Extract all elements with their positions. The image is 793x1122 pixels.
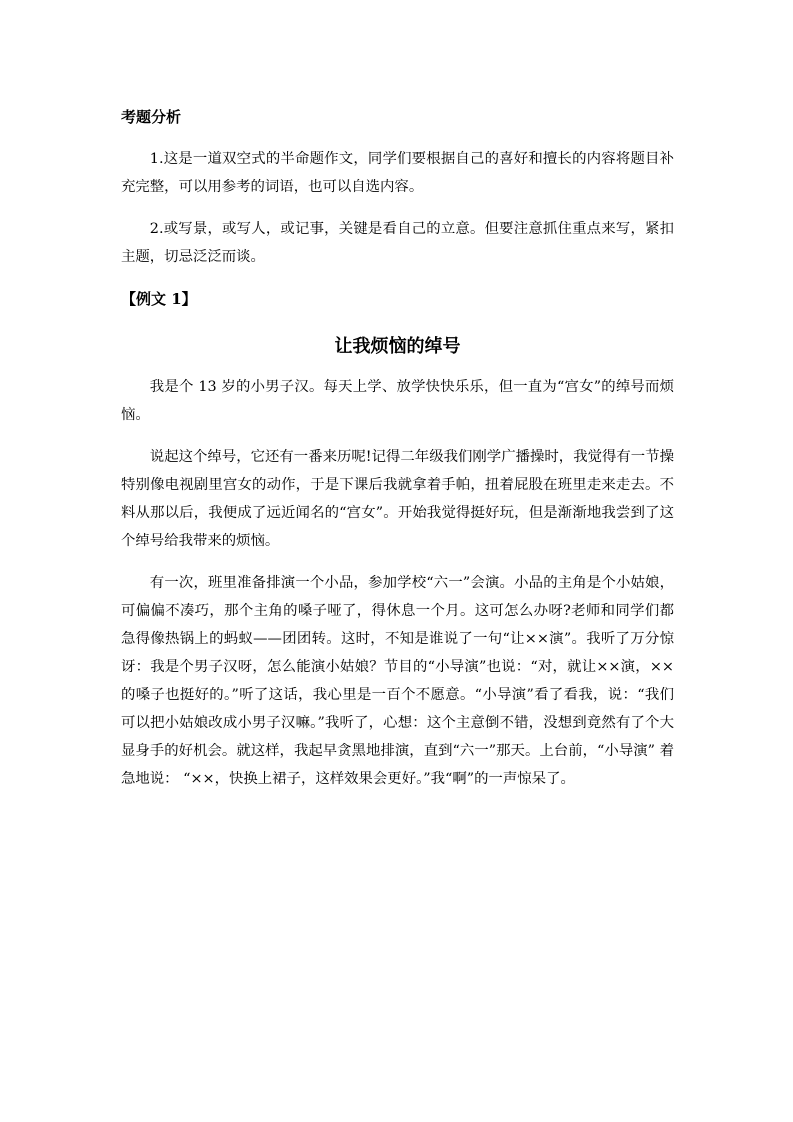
example-label: 【例文 1】 xyxy=(121,290,197,308)
analysis-heading: 考题分析 xyxy=(121,108,182,126)
essay-title: 让我烦恼的绰号 xyxy=(334,336,461,357)
document-content xyxy=(121,103,674,793)
essay-paragraph-3: 有一次，班里准备排演一个小品，参加学校“六一”会演。小品的主角是个小姑娘，可偏偏不凑巧，那个主角的嗓子哑了，得休息一个月。这可怎么办呀?老师和同学们都急得像热锅上的蚂蚁——团团转。这时，不知是谁说了一句“让××演”。我听了万分惊讶：我是个男子汉呀，怎么能演小姑娘？节目的“小导演”也说：“对，就让××演，××的嗓子也挺好的。”听了这话，我心里是一百个不愿意。“小导演”看了看我，说：“我们可以把小姑娘改成小男子汉嘛。”我听了，心想：这个主意倒不错，没想到竟然有了个大显身手的好机会。就这样，我起早贪黑地排演，直到“六一”那天。上台前，“小导演” 着急地说： “××，快换上裙子，这样效果会更好。”我“啊”的一声惊呆了。 xyxy=(121,575,674,787)
essay-paragraph-1: 我是个 13 岁的小男子汉。每天上学、放学快快乐乐，但一直为“宫女”的绰号而烦恼。 xyxy=(121,379,674,423)
essay-paragraph-2: 说起这个绰号，它还有一番来历呢!记得二年级我们刚学广播操时，我觉得有一节操特别像电视剧里宫女的动作，于是下课后我就拿着手帕，扭着屁股在班里走来走去。不料从那以后，我便成了远近闻名的“宫女”。开始我觉得挺好玩，但是渐渐地我尝到了这个绰号给我带来的烦恼。 xyxy=(121,449,674,549)
analysis-item-2: 2.或写景，或写人，或记事，关键是看自己的立意。但要注意抓住重点来写，紧扣主题，切忌泛泛而谈。 xyxy=(121,221,674,265)
analysis-item-1: 1.这是一道双空式的半命题作文，同学们要根据自己的喜好和擅长的内容将题目补充完整，可以用参考的词语，也可以自选内容。 xyxy=(121,151,674,195)
